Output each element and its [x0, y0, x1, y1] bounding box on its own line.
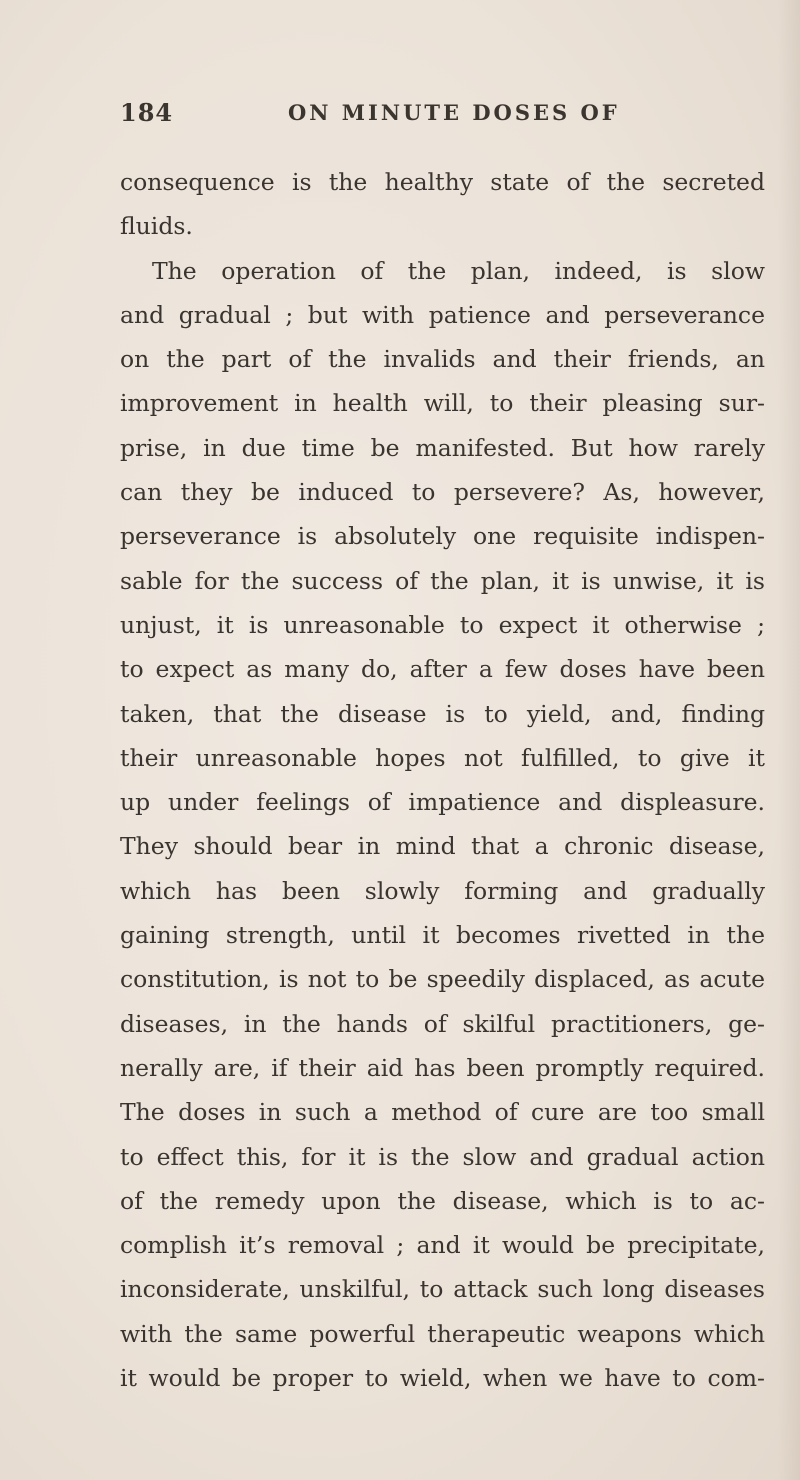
text-line: gaining strength, until it becomes rivetted in the — [120, 921, 765, 950]
text-line: fluids. — [120, 212, 193, 241]
text-line: The operation of the plan, indeed, is slow — [152, 256, 765, 285]
text-line: on the part of the invalids and their friends, an — [120, 345, 765, 374]
text-line: can they be induced to persevere? As, however, — [120, 478, 765, 507]
text-line: which has been slowly forming and gradually — [120, 876, 765, 905]
text-line: to expect as many do, after a few doses have been — [120, 655, 765, 684]
text-line: They should bear in mind that a chronic disease, — [120, 832, 765, 861]
text-line: their unreasonable hopes not fulfilled, to give it — [120, 743, 765, 772]
text-line: inconsiderate, unskilful, to attack such long diseases — [120, 1275, 765, 1304]
text-line: of the remedy upon the disease, which is to ac- — [120, 1186, 765, 1215]
text-line: The doses in such a method of cure are too small — [120, 1098, 765, 1127]
text-line: it would be proper to wield, when we have to com- — [120, 1364, 765, 1393]
page-edge-shadow — [778, 0, 800, 1480]
body-text — [120, 160, 765, 1400]
text-line: nerally are, if their aid has been promptly required. — [120, 1053, 765, 1082]
page-number: 184 — [120, 98, 174, 127]
text-line: sable for the success of the plan, it is unwise, it is — [120, 566, 765, 595]
text-line: constitution, is not to be speedily displaced, as acute — [120, 965, 765, 994]
text-line: perseverance is absolutely one requisite indispen- — [120, 522, 765, 551]
text-line: and gradual ; but with patience and perseverance — [120, 300, 765, 329]
text-line: with the same powerful therapeutic weapons which — [120, 1319, 765, 1348]
text-line: up under feelings of impatience and displeasure. — [120, 788, 765, 817]
text-line: diseases, in the hands of skilful practitioners, ge- — [120, 1009, 765, 1038]
page-header — [120, 98, 780, 138]
text-line: taken, that the disease is to yield, and, finding — [120, 699, 765, 728]
text-line: to effect this, for it is the slow and gradual action — [120, 1142, 765, 1171]
text-line: improvement in health will, to their pleasing sur- — [120, 389, 765, 418]
text-line: consequence is the healthy state of the secreted — [120, 168, 765, 196]
text-line: complish it’s removal ; and it would be precipitate, — [120, 1231, 765, 1260]
running-head: ON MINUTE DOSES OF — [288, 100, 620, 125]
text-line: prise, in due time be manifested. But how rarely — [120, 433, 765, 462]
text-line: unjust, it is unreasonable to expect it otherwise ; — [120, 610, 765, 639]
